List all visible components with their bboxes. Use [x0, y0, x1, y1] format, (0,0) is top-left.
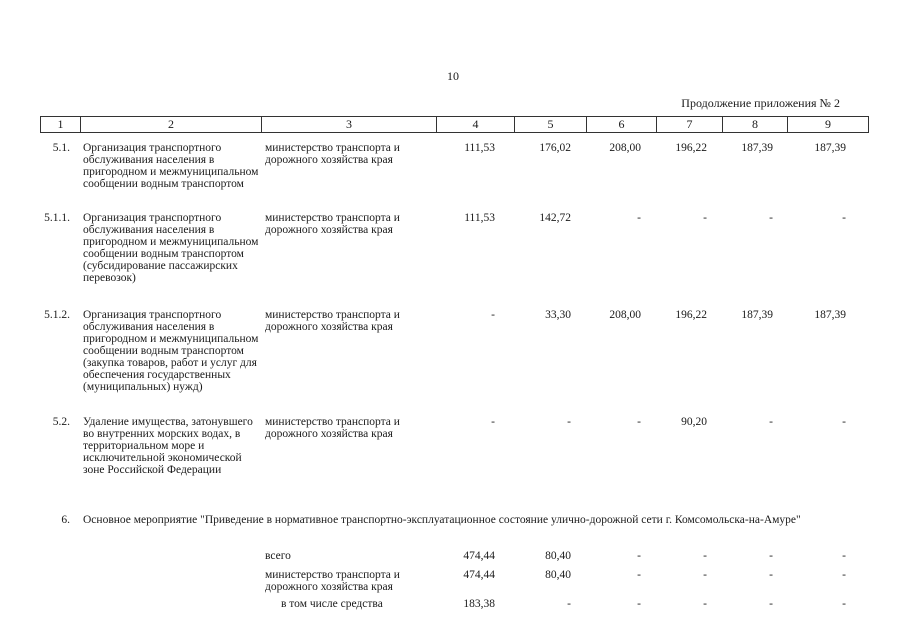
row-value-4: -	[491, 416, 495, 428]
row-value-7: 196,22	[675, 142, 707, 154]
row-number: 5.1.2.	[44, 309, 70, 321]
row-value-6: -	[637, 212, 641, 224]
row-executor: министерство транспорта и дорожного хозяйства края	[265, 416, 400, 440]
row-value-4: 474,44	[463, 569, 495, 581]
row-value-4: -	[491, 309, 495, 321]
row-value-9: -	[842, 569, 846, 581]
continuation-label: Продолжение приложения № 2	[681, 96, 840, 110]
header-col-3: 3	[262, 117, 437, 132]
row-value-8: -	[769, 416, 773, 428]
row-executor: министерство транспорта и дорожного хозяйства края	[265, 569, 400, 593]
row-value-4: 474,44	[463, 550, 495, 562]
row-value-6: -	[637, 416, 641, 428]
row-value-7: 90,20	[681, 416, 707, 428]
row-value-6: 208,00	[609, 142, 641, 154]
row-value-6: -	[637, 598, 641, 610]
row-name: Удаление имущества, затонувшего во внутренних морских водах, в территориальном море и исключительной экономической зоне Российской Федерации	[83, 416, 253, 476]
row-value-7: -	[703, 598, 707, 610]
row-executor: в том числе средства	[281, 598, 383, 610]
row-number: 5.1.	[52, 142, 70, 154]
row-value-4: 111,53	[464, 212, 495, 224]
row-executor: всего	[265, 550, 291, 562]
header-col-6: 6	[587, 117, 657, 132]
header-col-1: 1	[41, 117, 81, 132]
row-executor: министерство транспорта и дорожного хозяйства края	[265, 212, 400, 236]
row-value-7: 196,22	[675, 309, 707, 321]
row-value-5: 80,40	[545, 569, 571, 581]
row-value-4: 183,38	[463, 598, 495, 610]
row-value-5: 33,30	[545, 309, 571, 321]
header-col-8: 8	[723, 117, 788, 132]
row-value-8: 187,39	[741, 142, 773, 154]
header-col-9: 9	[825, 117, 831, 131]
row-value-6: -	[637, 550, 641, 562]
row-value-7: -	[703, 550, 707, 562]
row-value-9: -	[842, 550, 846, 562]
row-name: Организация транспортного обслуживания населения в пригородном и межмуниципальном сообщении водным транспортом	[83, 142, 259, 190]
row-value-7: -	[703, 212, 707, 224]
row-number: 5.2.	[52, 416, 70, 428]
header-col-7: 7	[657, 117, 723, 132]
row-value-5: -	[567, 416, 571, 428]
row-value-5: 80,40	[545, 550, 571, 562]
row-value-9: 187,39	[814, 309, 846, 321]
row-value-7: -	[703, 569, 707, 581]
row-value-9: -	[842, 598, 846, 610]
main-event-title: Основное мероприятие "Приведение в нормативное транспортно-эксплуатационное состояние улично-дорожной сети г. Комсомольска-на-Амуре"	[83, 514, 801, 526]
row-executor: министерство транспорта и дорожного хозяйства края	[265, 142, 400, 166]
row-value-8: -	[769, 598, 773, 610]
row-executor: министерство транспорта и дорожного хозяйства края	[265, 309, 400, 333]
header-col-5: 5	[515, 117, 587, 132]
row-name: Организация транспортного обслуживания населения в пригородном и межмуниципальном сообщении водным транспортом (субсидирование пассажирских перевозок)	[83, 212, 259, 284]
row-value-4: 111,53	[464, 142, 495, 154]
row-value-8: -	[769, 212, 773, 224]
row-value-9: -	[842, 416, 846, 428]
page-number: 10	[447, 69, 459, 83]
header-col-4: 4	[437, 117, 515, 132]
row-value-5: 176,02	[539, 142, 571, 154]
row-value-5: -	[567, 598, 571, 610]
row-name: Организация транспортного обслуживания населения в пригородном и межмуниципальном сообщении водным транспортом (закупка товаров, работ и услуг для обеспечения государственных (муниципальных) нужд)	[83, 309, 259, 393]
row-value-9: -	[842, 212, 846, 224]
table-header-row	[40, 116, 869, 133]
row-value-8: -	[769, 550, 773, 562]
row-value-8: -	[769, 569, 773, 581]
header-col-2: 2	[81, 117, 262, 132]
row-value-6: 208,00	[609, 309, 641, 321]
main-event-number: 6.	[61, 514, 70, 526]
row-value-9: 187,39	[814, 142, 846, 154]
row-number: 5.1.1.	[44, 212, 70, 224]
row-value-8: 187,39	[741, 309, 773, 321]
row-value-5: 142,72	[539, 212, 571, 224]
row-value-6: -	[637, 569, 641, 581]
